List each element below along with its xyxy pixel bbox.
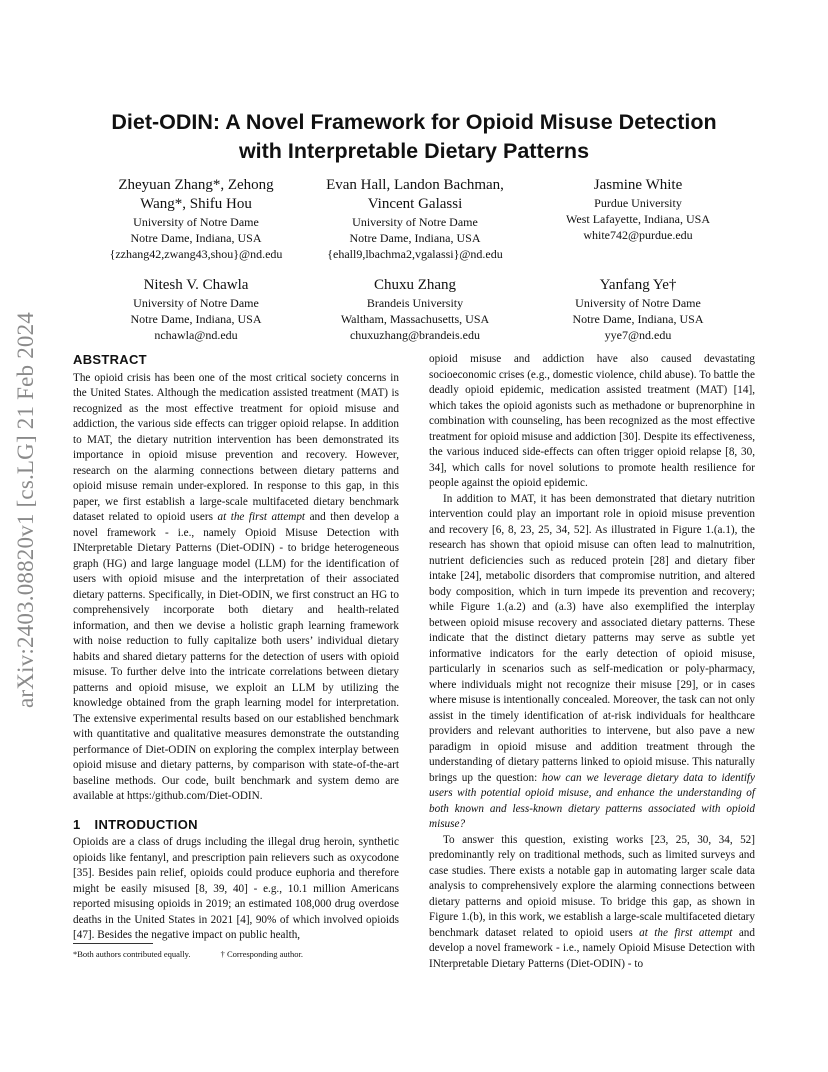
paragraph-2-text: In addition to MAT, it has been demonstrated that dietary nutrition intervention could play an important role in opioid misuse prevention and recovery [6, 8, 23, 25, 34, 52]. As illustrated in Figure 1.(a.1), the research has shown that opioid misuse can often lead to malnutrition, nutrient deficiencies such as reduced protein [28] and dietary fiber intake [24], metabolic disorders that compromise nutrition, and altered body composition, which in turn impede its prevention and recovery; while Figure 1.(a.2) and (a.3) have also exemplified the interplay between opioid misuse recovery and associated dietary patterns. These indicate that the distinct dietary patterns may serve as subtle yet informative indicators for the early detection of opioid misuse, particularly in scenarios such as self-medication or poly-pharmacy, where individuals might not recognize their misuse [29], or in cases where misuse is intentionally concealed. Moreover, the task can not only assist in the timely identification of at-risk individuals for healthcare providers and relevant authorities to intervene, but also pave a new paradigm in opioid misuse and addition treatment through the understanding of dietary patterns linked to opioid misuse. This naturally brings up the question: [429, 492, 755, 784]
footnotes [73, 948, 413, 960]
research-question: how can we leverage dietary data to identify users with potential opioid misuse, and enhance the understanding of both known and less-known dietary patterns associated with opioid misuse? [429, 771, 756, 830]
author-email: {zzhang42,zwang43,shou}@nd.edu [109, 247, 283, 261]
intro-paragraph: Opioids are a class of drugs including the illegal drug heroin, synthetic opioids like fentanyl, and prescription pain relievers such as oxycodone [35]. Besides pain relief, opioids could produce euphoria and therefore might be easily misused [8, 39, 40] - e.g., 10.1 million Americans reported misusing opioids in 2019; an estimated 108,000 drug overdose deaths in the United States in 2021 [4], 90% of which involved opioids [47]. Besides the negative impact on public health, [73, 836, 399, 941]
author-block-3 [540, 176, 736, 243]
author-email: nchawla@nd.edu [154, 328, 238, 342]
paper-title [60, 108, 768, 166]
title-line-1: Diet-ODIN: A Novel Framework for Opioid Misuse Detection [111, 110, 717, 134]
right-paragraph-2 [429, 492, 755, 833]
author-name: Zheyuan Zhang*, Zehong Wang*, Shifu Hou [118, 177, 274, 212]
author-affiliation: University of Notre Dame [352, 215, 478, 229]
paragraph-3-text: To answer this question, existing works [23, 25, 30, 34, 52] predominantly rely on traditional methods, such as limited surveys and case studies. There exists a notable gap in automating larger scale data analysis to comprehensively explore the alarming connections between dietary patterns and opioid misuse. To bridge this gap, as shown in Figure 1.(b), in this work, we establish a large-scale multifaceted dietary benchmark dataset related to opioid users [429, 833, 755, 939]
abstract-text-part-1: The opioid crisis has been one of the most critical society concerns in the United States. Although the medication assisted treatment (MAT) is recognized as the most effective treatment for opioid misuse and addiction, the various side effects can trigger opioid relapse. In addition to MAT, the dietary nutrition intervention has been demonstrated its importance in opioid misuse prevention and recovery. However, research on the alarming connections between dietary patterns and opioid misuse remain under-explored. In response to this gap, in this paper, we first establish a large-scale multifaceted dietary benchmark dataset related to opioid users [73, 371, 399, 523]
arxiv-stamp [6, 290, 46, 730]
author-location: Notre Dame, Indiana, USA [349, 231, 481, 245]
section-number: 1 [73, 816, 81, 832]
author-affiliation: University of Notre Dame [133, 296, 259, 310]
author-location: Notre Dame, Indiana, USA [130, 231, 262, 245]
title-line-2: with Interpretable Dietary Patterns [238, 139, 590, 163]
author-email: {ehall9,lbachma2,vgalassi}@nd.edu [327, 247, 503, 261]
section-title: INTRODUCTION [94, 816, 198, 832]
author-location: Notre Dame, Indiana, USA [572, 312, 704, 326]
arxiv-identifier: arXiv:2403.08820v1 [cs.LG] 21 Feb 2024 [13, 312, 38, 708]
author-name: Evan Hall, Landon Bachman, Vincent Galassi [326, 177, 504, 212]
author-email: chuxuzhang@brandeis.edu [349, 328, 480, 342]
abstract-heading: ABSTRACT [73, 352, 147, 367]
author-email: white742@purdue.edu [583, 228, 693, 242]
author-location: Notre Dame, Indiana, USA [130, 312, 262, 326]
abstract-text-part-2: and then develop a novel framework - i.e., namely Opioid Misuse Detection with INterpretable Dietary Patterns (Diet-ODIN) - to bridge heterogeneous graph (HG) and large language model (LLM) for the identification of users with opioid misuse and the interpretation of their associated dietary patterns. Specifically, in Diet-ODIN, we first construct an HG to comprehensively incorporate both dietary and health-related information, and then we devise a holistic graph learning framework with noise reduction to fully capitalize both users’ individual dietary habits and shared dietary patterns for the detection of users with opioid misuse. To further delve into the intricate correlations between dietary patterns and opioid misuse, we exploit an LLM by utilizing the knowledge obtained from the graph learning model for interpretation. The extensive experimental results based on our established benchmark with quantitative and qualitative measures demonstrate the outstanding performance of Diet-ODIN on exploring the complex interplay between opioid misuse and dietary patterns, by comparison with state-of-the-art baseline methods. Our code, built benchmark and system demo are available at https:/github.com/Diet-ODIN. [73, 511, 399, 802]
footnote-equal-contribution: *Both authors contributed equally. [73, 949, 191, 959]
abstract-text [73, 371, 399, 805]
author-block-1 [98, 176, 294, 262]
author-block-2 [313, 176, 517, 262]
author-location: West Lafayette, Indiana, USA [566, 212, 710, 226]
author-location: Waltham, Massachusetts, USA [340, 312, 490, 326]
author-block-4 [98, 276, 294, 343]
right-column [429, 352, 755, 972]
author-affiliation: University of Notre Dame [133, 215, 259, 229]
author-name: Nitesh V. Chawla [143, 277, 249, 293]
author-affiliation: University of Notre Dame [575, 296, 701, 310]
footnote-rule [73, 943, 153, 944]
author-block-5 [313, 276, 517, 343]
right-paragraph-1: opioid misuse and addiction have also caused devastating socioeconomic crises (e.g., domestic violence, child abuse). To battle the deadly opioid epidemic, medication assisted treatment (MAT) [14], which takes the opioid agonists such as methadone or buprenorphine in combination with counseling, has been recognized as the most effective treatment for opioid misuse and addiction [30]. Despite its effectiveness, the various induced side-effects can often trigger opioid relapse [8, 30, 34], which calls for novel solutions to promote health resilience for people against the opioid epidemic. [429, 353, 755, 489]
abstract-emphasis: at the first attempt [217, 511, 306, 523]
right-paragraph-3 [429, 833, 755, 973]
author-email: yye7@nd.edu [604, 328, 672, 342]
author-affiliation: Purdue University [594, 196, 682, 210]
author-name: Jasmine White [593, 177, 683, 193]
footnote-corresponding-author: † Corresponding author. [220, 949, 304, 959]
paragraph-3-continuation: and develop a novel framework - i.e., namely Opioid Misuse Detection with INterpretable Dietary Patterns (Diet-ODIN) - to [429, 926, 755, 970]
author-name: Chuxu Zhang [373, 277, 457, 293]
paragraph-3-emphasis: at the first attempt [639, 926, 733, 939]
author-name: Yanfang Ye† [599, 277, 677, 293]
author-block-6 [540, 276, 736, 343]
intro-heading [73, 817, 399, 833]
left-column [73, 352, 399, 944]
author-affiliation: Brandeis University [366, 296, 464, 310]
